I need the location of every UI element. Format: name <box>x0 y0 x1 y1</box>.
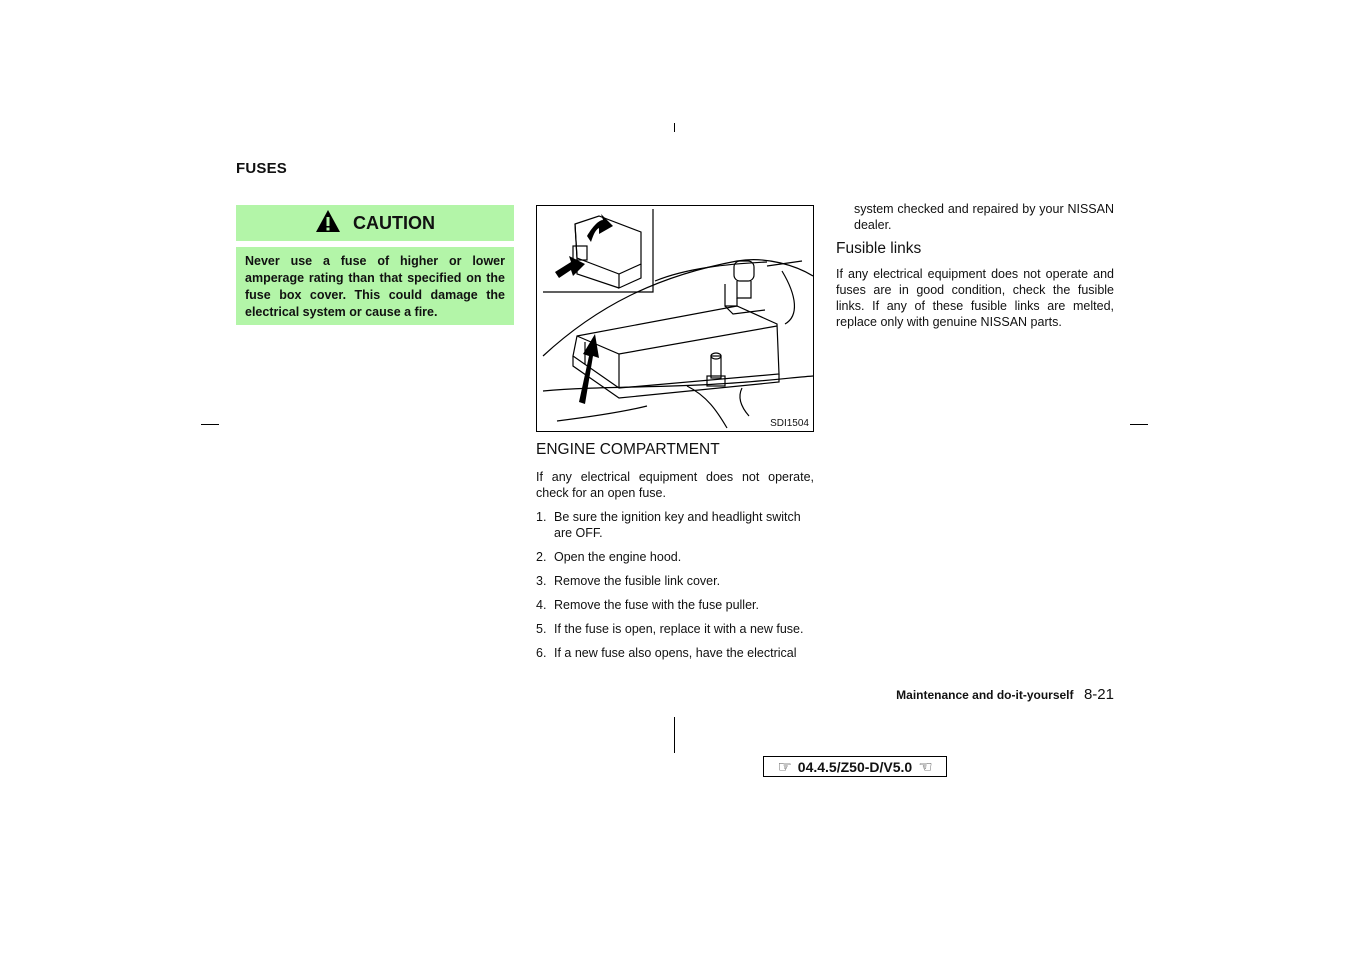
caution-text: Never use a fuse of higher or lower amperage rating than that specified on the fuse box cover. This could damage the electrical system or cause a fire. <box>236 247 514 325</box>
pointing-hand-left-icon: ☜ <box>918 758 933 776</box>
caution-header <box>236 205 514 241</box>
section-title: FUSES <box>236 160 288 177</box>
list-item: 3. Remove the fusible link cover. <box>536 574 721 588</box>
step-continuation: system checked and repaired by your NISSAN dealer. <box>854 202 1114 232</box>
fusible-links-text: If any electrical equipment does not operate and fuses are in good condition, check the fusible links. If any of these fusible links are melted, replace only with genuine NISSAN parts. <box>836 267 1114 329</box>
version-code: 04.4.5/Z50-D/V5.0 <box>797 758 913 775</box>
crop-mark-right <box>1130 424 1148 425</box>
page-number: 8-21 <box>1083 686 1114 703</box>
list-item: 5. If the fuse is open, replace it with a new fuse. <box>536 622 804 636</box>
list-item: 6. If a new fuse also opens, have the electrical <box>536 646 797 660</box>
pointing-hand-right-icon: ☞ <box>777 758 792 776</box>
page-footer <box>836 686 1114 704</box>
footer-section: Maintenance and do-it-yourself <box>896 688 1074 702</box>
crop-mark-bottom <box>674 717 675 753</box>
caution-heading: CAUTION <box>353 212 435 233</box>
version-box <box>763 756 947 777</box>
list-item: 1. Be sure the ignition key and headlight switch are OFF. <box>536 510 801 540</box>
fusible-links-heading: Fusible links <box>836 240 922 257</box>
engine-compartment-intro: If any electrical equipment does not operate, check for an open fuse. <box>536 470 814 500</box>
warning-triangle-icon <box>315 209 341 238</box>
list-item: 4. Remove the fuse with the fuse puller. <box>536 598 759 612</box>
crop-mark-left <box>201 424 219 425</box>
figure-code: SDI1504 <box>770 418 809 429</box>
engine-compartment-heading: ENGINE COMPARTMENT <box>536 441 720 458</box>
fuse-box-illustration <box>536 205 814 432</box>
crop-mark-top <box>674 123 675 132</box>
list-item: 2. Open the engine hood. <box>536 550 682 564</box>
